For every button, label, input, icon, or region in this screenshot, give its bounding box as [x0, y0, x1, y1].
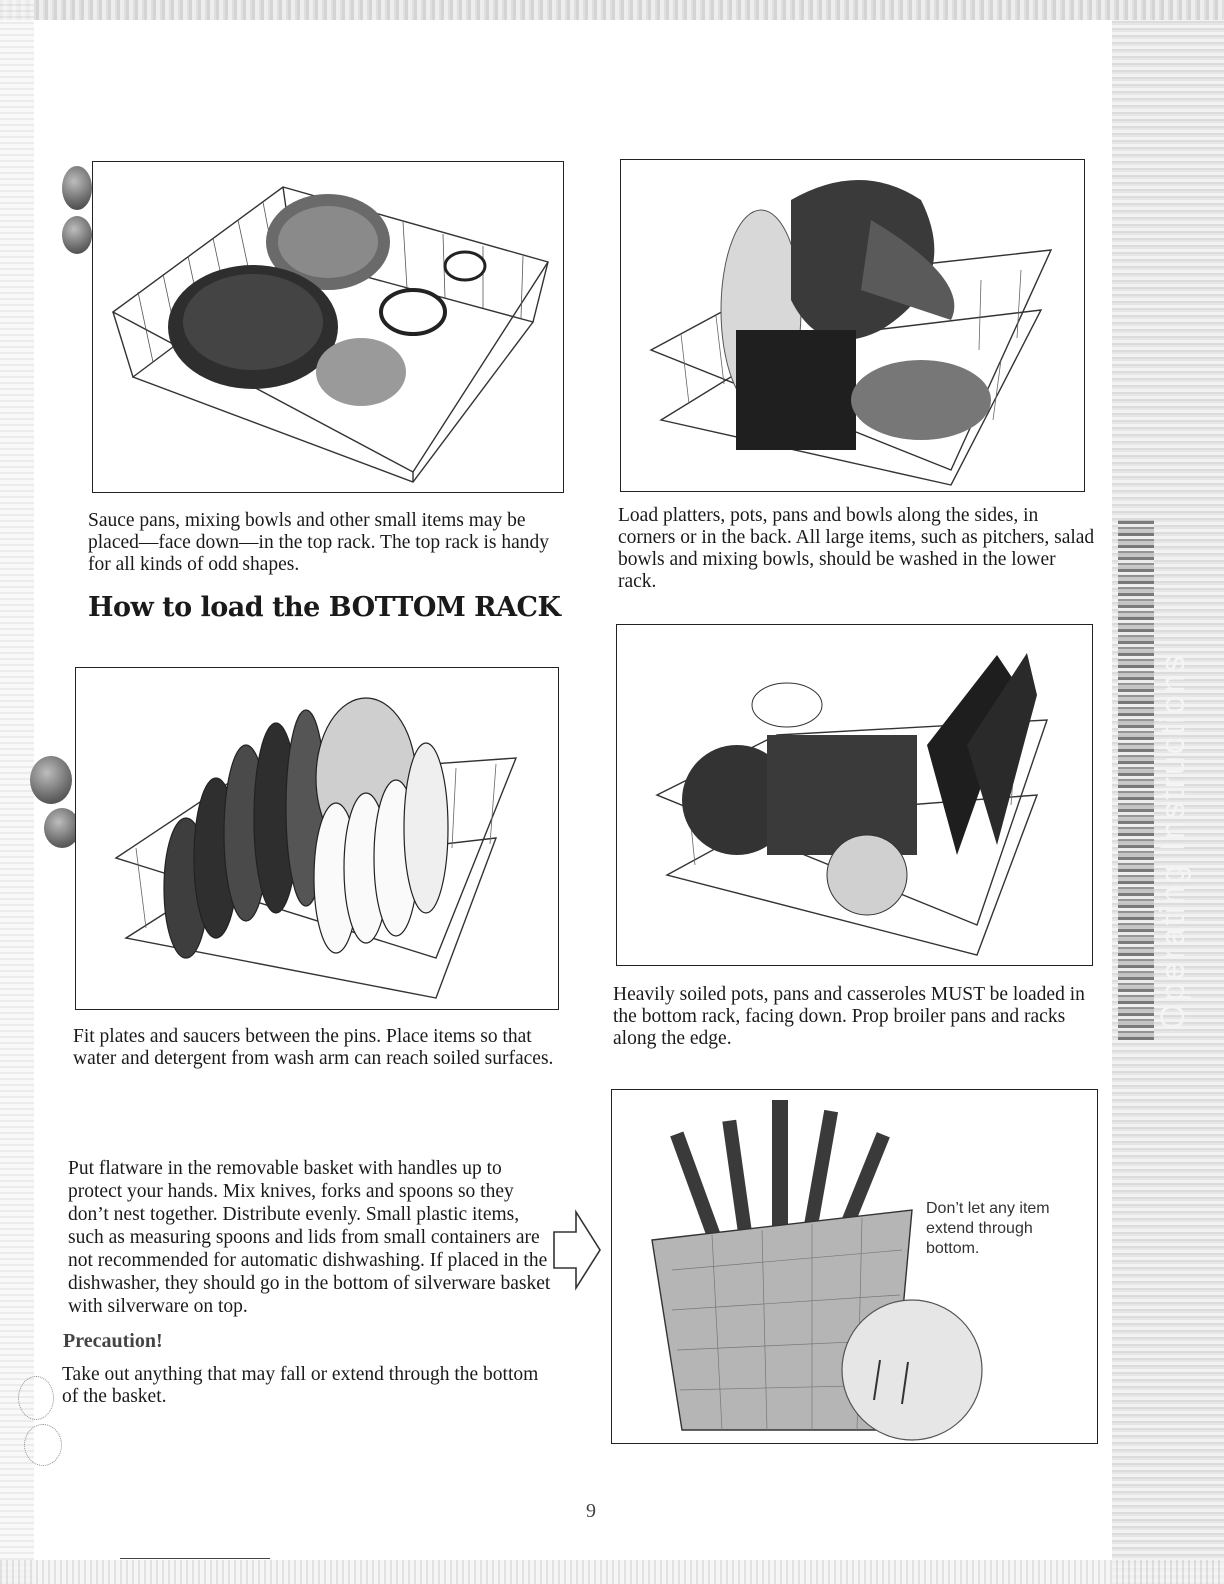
binder-hole-3 [30, 756, 72, 804]
binder-hole-5 [18, 1376, 54, 1420]
side-tab-marker [1118, 520, 1154, 1040]
top-rack-illustration [92, 161, 564, 493]
plates-rack-illustration [75, 667, 559, 1010]
platters-rack-image [621, 160, 1084, 491]
binder-hole-1 [62, 166, 92, 210]
basket-note: Don’t let any item extend through bottom. [926, 1200, 1050, 1257]
section-heading: How to load the BOTTOM RACK [88, 592, 561, 623]
silverware-basket-image [612, 1090, 1097, 1443]
top-rack-bowls-image [93, 162, 563, 492]
pots-caption: Heavily soiled pots, pans and casseroles MUST be loaded in the bottom rack, facing down. Prop broiler pans and racks along the edge. [613, 984, 1085, 1049]
plates-rack-image [76, 668, 558, 1009]
precaution-heading: Precaution! [63, 1330, 163, 1352]
silverware-basket-illustration [611, 1089, 1098, 1444]
pots-rack-illustration [616, 624, 1093, 966]
precaution-text: Take out anything that may fall or extend through the bottom of the basket. [62, 1364, 539, 1407]
footer-rule [120, 1558, 270, 1559]
side-tab-label: Operating Instructions [1154, 653, 1192, 1030]
flatware-instructions: Put flatware in the removable basket with handles up to protect your hands. Mix knives, forks and spoons so they don’t nest together. Distribute evenly. Small plastic items, such as measuring spoons and lids from small containers are not recommended for automatic dishwashing. If placed in the dishwasher, they should go in the bottom of silverware basket with silverware on top. [68, 1158, 551, 1317]
arrow-right-icon [552, 1208, 604, 1292]
plates-caption: Fit plates and saucers between the pins. Place items so that water and detergent from wash arm can reach soiled surfaces. [73, 1026, 554, 1069]
binder-hole-6 [24, 1424, 62, 1466]
binder-hole-2 [62, 216, 92, 254]
top-rack-caption: Sauce pans, mixing bowls and other small items may be placed—face down—in the top rack. The top rack is handy for all kinds of odd shapes. [88, 510, 549, 575]
pots-rack-image [617, 625, 1092, 965]
page-number: 9 [586, 1500, 596, 1522]
scan-left-edge [0, 0, 34, 1584]
platters-rack-illustration [620, 159, 1085, 492]
scan-top-band [0, 0, 1224, 20]
scan-bottom-band [0, 1560, 1224, 1584]
platters-caption: Load platters, pots, pans and bowls along the sides, in corners or in the back. All large items, such as pitchers, salad bowls and mixing bowls, should be washed in the lower rack. [618, 505, 1095, 592]
